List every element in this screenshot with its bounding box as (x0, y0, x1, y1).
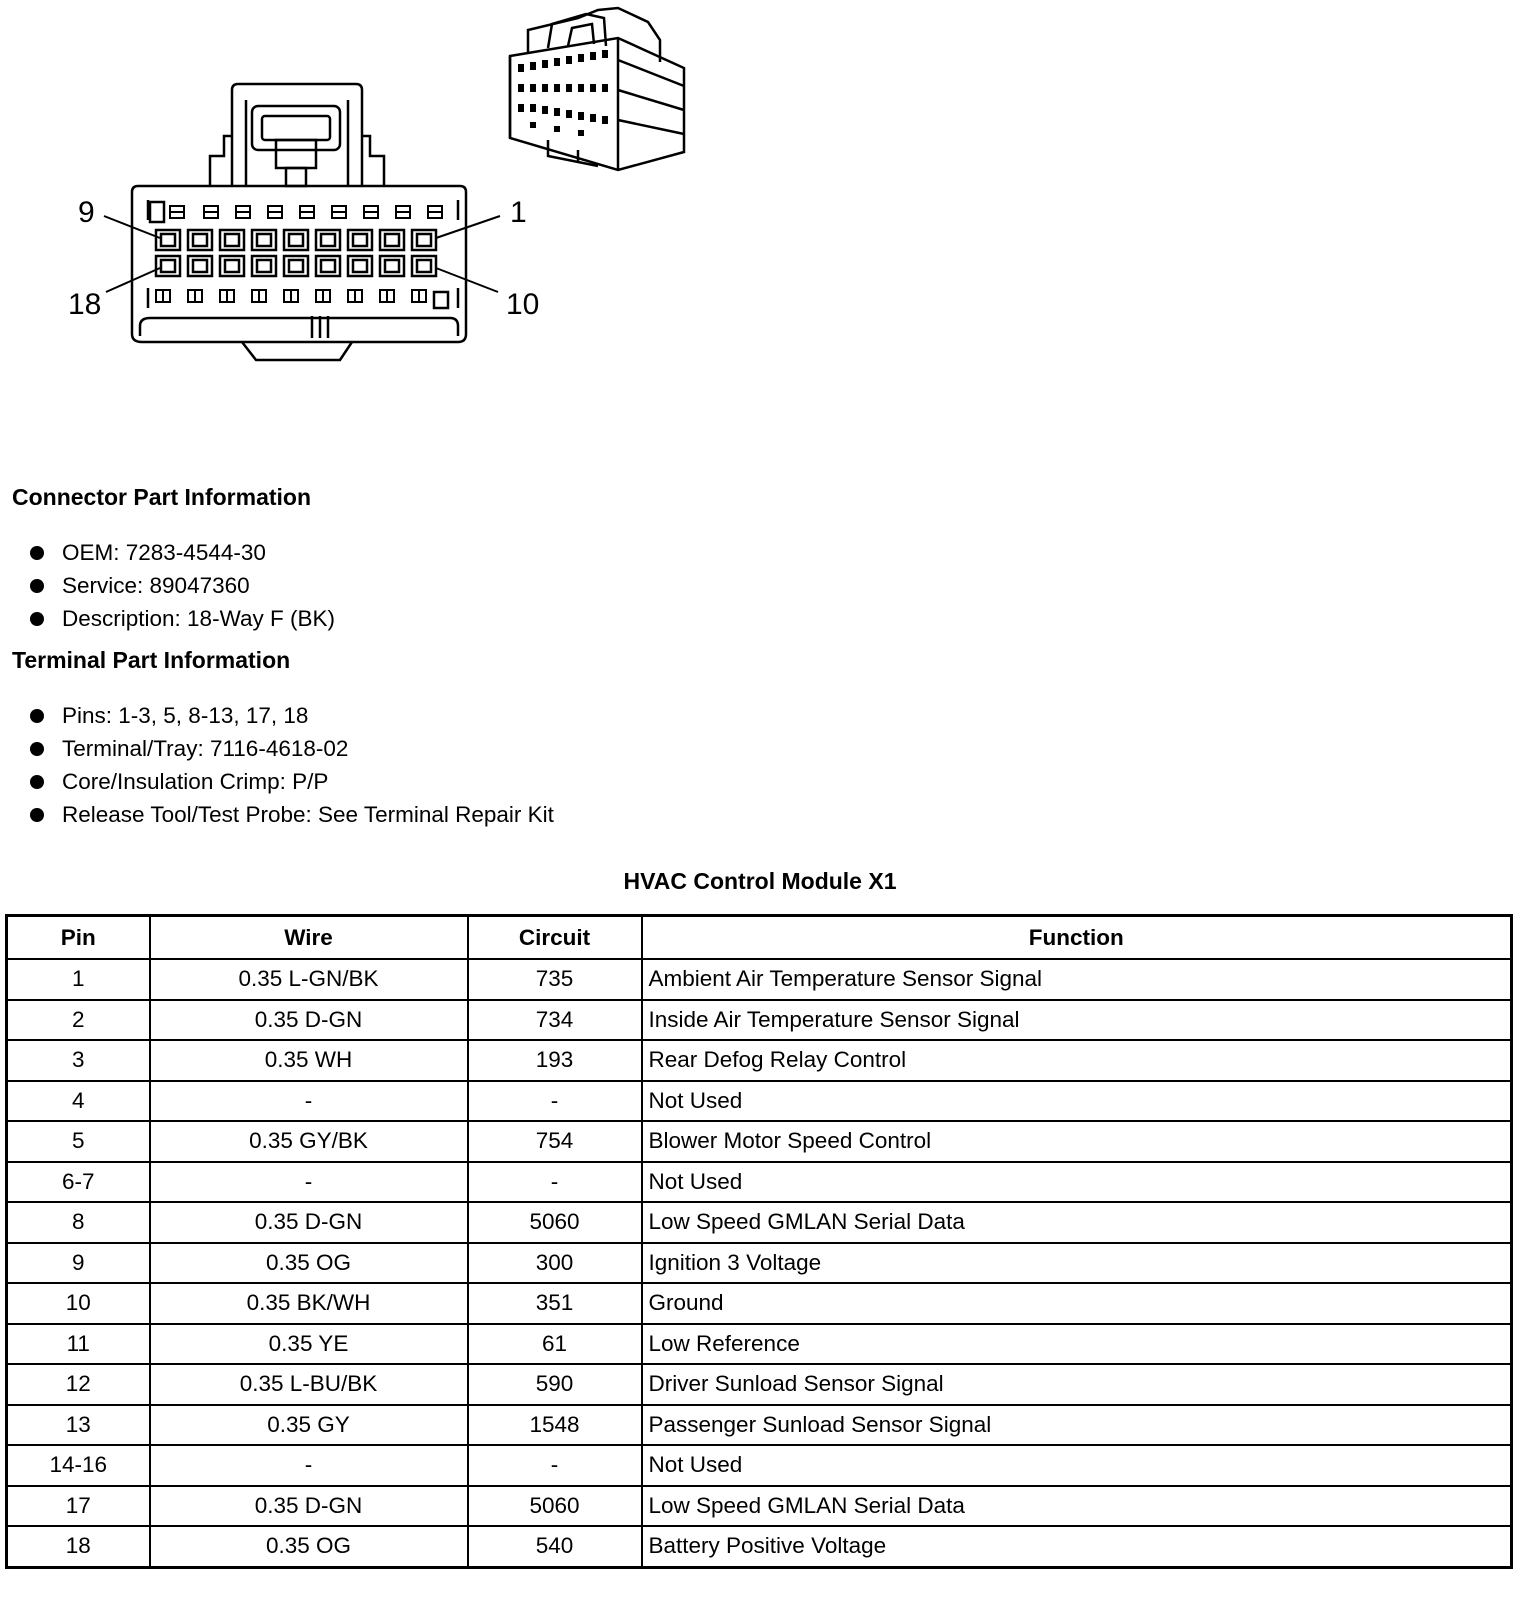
list-item (26, 732, 554, 765)
column-header-wire: Wire (150, 916, 468, 960)
circuit-cell: 351 (468, 1283, 642, 1324)
function-cell: Driver Sunload Sensor Signal (642, 1364, 1512, 1405)
list-item (26, 765, 554, 798)
function-cell: Ambient Air Temperature Sensor Signal (642, 959, 1512, 1000)
column-header-function: Function (642, 916, 1512, 960)
pin-cell: 6-7 (7, 1162, 150, 1203)
table-row (7, 1121, 1512, 1162)
pin-cell: 14-16 (7, 1445, 150, 1486)
table-row (7, 1405, 1512, 1446)
function-cell: Passenger Sunload Sensor Signal (642, 1405, 1512, 1446)
bullet-icon (30, 775, 44, 789)
bullet-icon (30, 808, 44, 822)
pin-cell: 8 (7, 1202, 150, 1243)
pinout-table (5, 914, 1513, 1569)
circuit-cell: 590 (468, 1364, 642, 1405)
circuit-cell: - (468, 1445, 642, 1486)
wire-cell: 0.35 GY (150, 1405, 468, 1446)
function-cell: Low Reference (642, 1324, 1512, 1365)
table-row (7, 1526, 1512, 1567)
table-row (7, 1283, 1512, 1324)
circuit-cell: 1548 (468, 1405, 642, 1446)
pin-label-9: 9 (78, 196, 95, 229)
function-cell: Not Used (642, 1162, 1512, 1203)
connector-part-heading: Connector Part Information (12, 484, 312, 510)
circuit-cell: 734 (468, 1000, 642, 1041)
table-header-row (7, 916, 1512, 960)
pin-cell: 1 (7, 959, 150, 1000)
circuit-cell: 5060 (468, 1202, 642, 1243)
list-item-text: Description: 18-Way F (BK) (62, 606, 335, 631)
list-item-text: OEM: 7283-4544-30 (62, 540, 266, 565)
wire-cell: 0.35 D-GN (150, 1486, 468, 1527)
pin-cell: 18 (7, 1526, 150, 1567)
list-item-text: Core/Insulation Crimp: P/P (62, 769, 329, 794)
column-header-circuit: Circuit (468, 916, 642, 960)
list-item (26, 536, 335, 569)
pin-label-18: 18 (68, 288, 102, 321)
wire-cell: 0.35 L-GN/BK (150, 959, 468, 1000)
bullet-icon (30, 579, 44, 593)
pin-cell: 12 (7, 1364, 150, 1405)
circuit-cell: 300 (468, 1243, 642, 1284)
table-row (7, 1162, 1512, 1203)
function-cell: Blower Motor Speed Control (642, 1121, 1512, 1162)
table-row (7, 1243, 1512, 1284)
wire-cell: 0.35 L-BU/BK (150, 1364, 468, 1405)
wire-cell: 0.35 D-GN (150, 1202, 468, 1243)
table-row (7, 959, 1512, 1000)
circuit-cell: 540 (468, 1526, 642, 1567)
function-cell: Battery Positive Voltage (642, 1526, 1512, 1567)
function-cell: Rear Defog Relay Control (642, 1040, 1512, 1081)
table-row (7, 1202, 1512, 1243)
pin-cell: 3 (7, 1040, 150, 1081)
wire-cell: 0.35 OG (150, 1243, 468, 1284)
function-cell: Ground (642, 1283, 1512, 1324)
pin-cell: 11 (7, 1324, 150, 1365)
pin-cell: 10 (7, 1283, 150, 1324)
terminal-part-list (26, 699, 554, 831)
wire-cell: - (150, 1162, 468, 1203)
list-item (26, 602, 335, 635)
list-item-text: Pins: 1-3, 5, 8-13, 17, 18 (62, 703, 309, 728)
list-item (26, 699, 554, 732)
column-header-pin: Pin (7, 916, 150, 960)
function-cell: Ignition 3 Voltage (642, 1243, 1512, 1284)
table-row (7, 1324, 1512, 1365)
circuit-cell: 61 (468, 1324, 642, 1365)
function-cell: Low Speed GMLAN Serial Data (642, 1486, 1512, 1527)
wire-cell: 0.35 OG (150, 1526, 468, 1567)
circuit-cell: 754 (468, 1121, 642, 1162)
bullet-icon (30, 709, 44, 723)
bullet-icon (30, 612, 44, 626)
terminal-part-heading: Terminal Part Information (12, 647, 291, 673)
pin-cell: 17 (7, 1486, 150, 1527)
connector-part-list (26, 536, 335, 635)
bullet-icon (30, 742, 44, 756)
table-row (7, 1364, 1512, 1405)
wire-cell: 0.35 GY/BK (150, 1121, 468, 1162)
pin-cell: 9 (7, 1243, 150, 1284)
circuit-cell: 193 (468, 1040, 642, 1081)
list-item (26, 798, 554, 831)
wire-cell: 0.35 D-GN (150, 1000, 468, 1041)
pin-cell: 5 (7, 1121, 150, 1162)
table-row (7, 1040, 1512, 1081)
wire-cell: - (150, 1081, 468, 1122)
wire-cell: 0.35 BK/WH (150, 1283, 468, 1324)
table-title: HVAC Control Module X1 (623, 868, 897, 894)
bullet-icon (30, 546, 44, 560)
table-row (7, 1081, 1512, 1122)
list-item-text: Release Tool/Test Probe: See Terminal Repair Kit (62, 802, 554, 827)
list-item-text: Service: 89047360 (62, 573, 250, 598)
circuit-cell: 5060 (468, 1486, 642, 1527)
function-cell: Not Used (642, 1081, 1512, 1122)
pin-label-1: 1 (510, 196, 527, 229)
pin-cell: 13 (7, 1405, 150, 1446)
wire-cell: 0.35 WH (150, 1040, 468, 1081)
list-item (26, 569, 335, 602)
table-row (7, 1486, 1512, 1527)
wire-cell: 0.35 YE (150, 1324, 468, 1365)
pin-label-10: 10 (506, 288, 540, 321)
circuit-cell: - (468, 1081, 642, 1122)
connector-face-diagram (60, 80, 560, 380)
circuit-cell: - (468, 1162, 642, 1203)
wire-cell: - (150, 1445, 468, 1486)
pin-cell: 4 (7, 1081, 150, 1122)
pin-cell: 2 (7, 1000, 150, 1041)
circuit-cell: 735 (468, 959, 642, 1000)
table-row (7, 1445, 1512, 1486)
list-item-text: Terminal/Tray: 7116-4618-02 (62, 736, 349, 761)
table-row (7, 1000, 1512, 1041)
connector-isometric-diagram (508, 0, 708, 175)
function-cell: Inside Air Temperature Sensor Signal (642, 1000, 1512, 1041)
function-cell: Low Speed GMLAN Serial Data (642, 1202, 1512, 1243)
function-cell: Not Used (642, 1445, 1512, 1486)
